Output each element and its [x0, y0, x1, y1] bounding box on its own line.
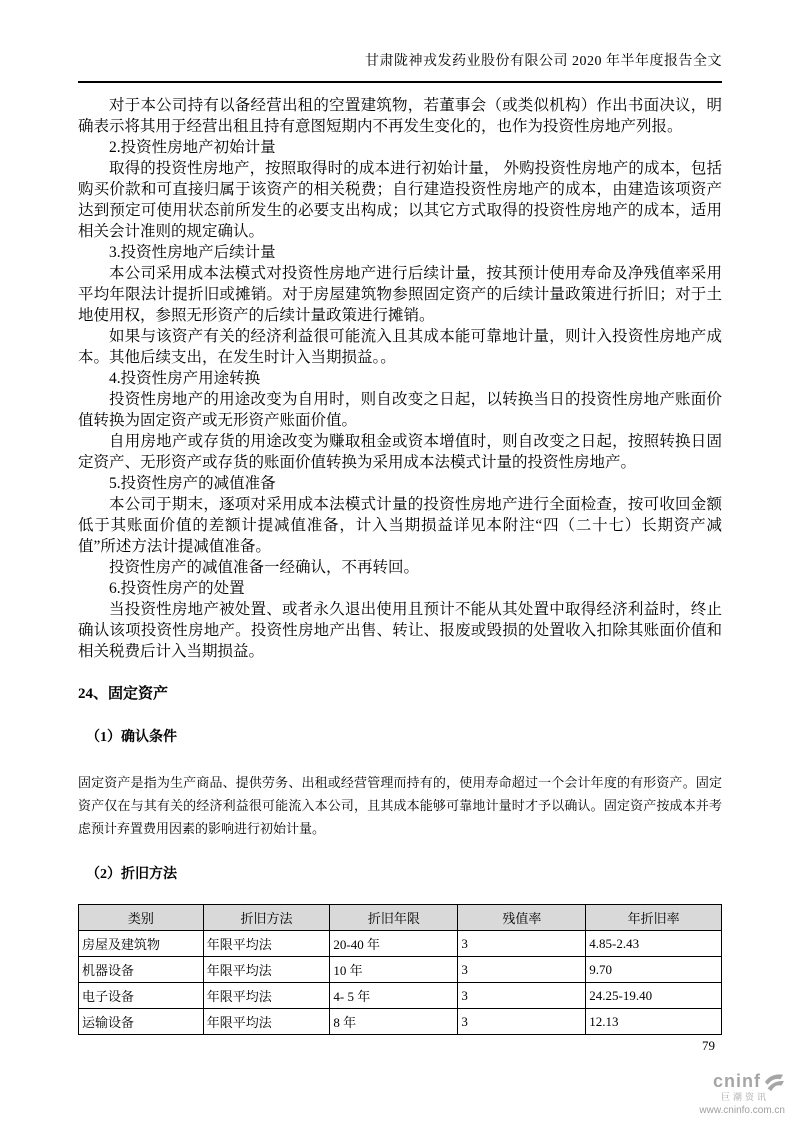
cell-annual-rate: 4.85-2.43: [586, 931, 722, 957]
cell-residual-rate: 3: [458, 931, 586, 957]
cell-method: 年限平均法: [203, 931, 330, 957]
list-item-heading: 2.投资性房地产初始计量: [109, 139, 276, 156]
col-header-residual-rate: 残值率: [458, 905, 586, 931]
cell-residual-rate: 3: [458, 957, 586, 983]
logo-chinese-name: 巨潮资讯: [720, 1092, 769, 1102]
accounting-policy-text: [78, 95, 722, 662]
paragraph: 如果与该资产有关的经济利益很可能流入且其成本能可靠地计量，则计入投资性房地产成本。其他后续支出，在发生时计入当期损益。。: [78, 328, 722, 366]
col-header-category: 类别: [79, 905, 204, 931]
report-title: 甘肃陇神戎发药业股份有限公司 2020 年半年度报告全文: [78, 54, 722, 83]
list-item-heading: 6.投资性房产的处置: [109, 580, 245, 597]
cell-method: 年限平均法: [203, 1009, 330, 1035]
col-header-years: 折旧年限: [330, 905, 458, 931]
list-item-heading: 4.投资性房产用途转换: [109, 370, 261, 387]
cninfo-swoosh-icon: [763, 1072, 785, 1092]
paragraph: 自用房地产或存货的用途改变为赚取租金或资本增值时，则自改变之日起，按照转换日固定资产、无形资产或存货的账面价值转换为采用成本法模式计量的投资性房地产。: [78, 433, 722, 471]
cell-years: 8 年: [330, 1009, 458, 1035]
table-row: [79, 1009, 722, 1035]
logo-url: www.cninfo.com.cn: [699, 1104, 785, 1116]
paragraph: 投资性房产的减值准备一经确认，不再转回。: [109, 559, 420, 576]
logo-brand-text: cninf: [713, 1071, 761, 1092]
page-number: 79: [702, 1038, 715, 1053]
paragraph: 本公司于期末，逐项对采用成本法模式计量的投资性房地产进行全面检查，按可收回金额低于其账面价值的差额计提减值准备，计入当期损益详见本附注“四（二十七）长期资产减值”所述方法计提减值准备。: [78, 496, 722, 555]
paragraph: 取得的投资性房地产，按照取得时的成本进行初始计量， 外购投资性房地产的成本，包括购买价款和可直接归属于该资产的相关税费；自行建造投资性房地产的成本，由建造该项资产达到预定可使用状态前所发生的必要支出构成；以其它方式取得的投资性房地产的成本，适用相关会计准则的规定确认。: [78, 160, 722, 240]
depreciation-table: [78, 904, 722, 1035]
table-row: [79, 983, 722, 1009]
cninfo-logo: [665, 1072, 785, 1116]
col-header-annual-rate: 年折旧率: [586, 905, 722, 931]
cell-category: 电子设备: [79, 983, 204, 1009]
cell-category: 房屋及建筑物: [79, 931, 204, 957]
subsection-heading-recognition: （1）确认条件: [86, 730, 177, 745]
cell-method: 年限平均法: [203, 983, 330, 1009]
cell-years: 20-40 年: [330, 931, 458, 957]
cell-annual-rate: 24.25-19.40: [586, 983, 722, 1009]
cell-annual-rate: 12.13: [586, 1009, 722, 1035]
table-row: [79, 957, 722, 983]
table-header-row: [79, 905, 722, 931]
cell-category: 机器设备: [79, 957, 204, 983]
paragraph: 对于本公司持有以备经营出租的空置建筑物，若董事会（或类似机构）作出书面决议，明确表示将其用于经营出租且持有意图短期内不再发生变化的，也作为投资性房地产列报。: [78, 97, 722, 135]
list-item-heading: 3.投资性房地产后续计量: [109, 244, 276, 261]
cell-residual-rate: 3: [458, 983, 586, 1009]
cell-annual-rate: 9.70: [586, 957, 722, 983]
paragraph: 当投资性房地产被处置、或者永久退出使用且预计不能从其处置中取得经济利益时，终止确认该项投资性房地产。投资性房地产出售、转让、报废或毁损的处置收入扣除其账面价值和相关税费后计入当期损益。: [78, 601, 722, 660]
list-item-heading: 5.投资性房产的减值准备: [109, 475, 276, 492]
recognition-paragraph: 固定资产是指为生产商品、提供劳务、出租或经营管理而持有的，使用寿命超过一个会计年度的有形资产。固定资产仅在与其有关的经济利益很可能流入本公司，且其成本能够可靠地计量时才予以确认。固定资产按成本并考虑预计弃置费用因素的影响进行初始计量。: [78, 775, 722, 836]
cell-method: 年限平均法: [203, 957, 330, 983]
section-heading-fixed-assets: 24、固定资产: [78, 686, 169, 702]
col-header-method: 折旧方法: [203, 905, 330, 931]
cell-category: 运输设备: [79, 1009, 204, 1035]
page-header: [78, 0, 722, 83]
cell-residual-rate: 3: [458, 1009, 586, 1035]
subsection-heading-depreciation: （2）折旧方法: [86, 867, 177, 882]
paragraph: 投资性房地产的用途改变为自用时，则自改变之日起，以转换当日的投资性房地产账面价值转换为固定资产或无形资产账面价值。: [78, 391, 722, 429]
paragraph: 本公司采用成本法模式对投资性房地产进行后续计量，按其预计使用寿命及净残值率采用平均年限法计提折旧或摊销。对于房屋建筑物参照固定资产的后续计量政策进行折旧；对于土地使用权，参照无形资产的后续计量政策进行摊销。: [78, 265, 722, 324]
cell-years: 4- 5 年: [330, 983, 458, 1009]
table-row: [79, 931, 722, 957]
cell-years: 10 年: [330, 957, 458, 983]
